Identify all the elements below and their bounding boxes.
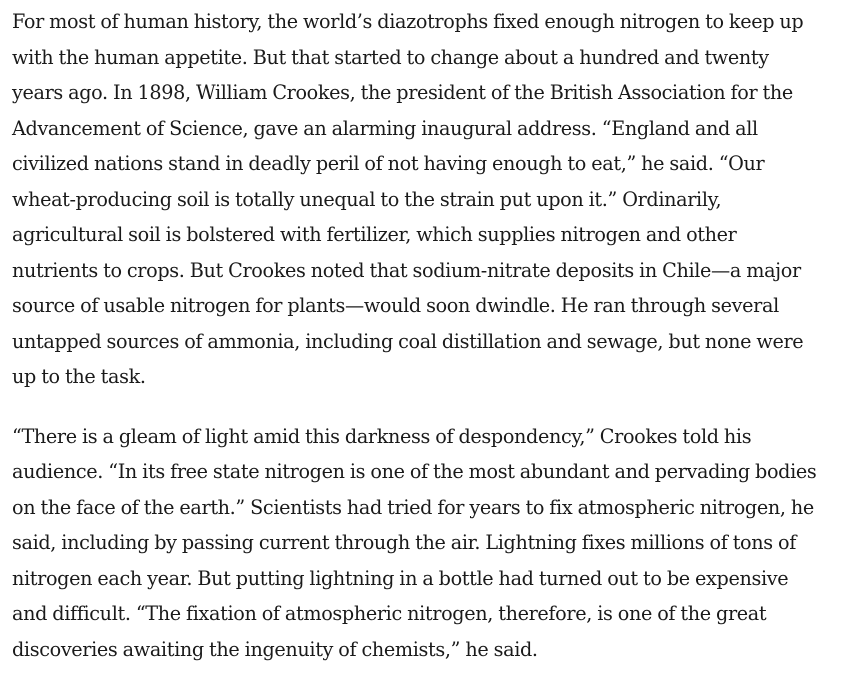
text-line: audience. “In its free state nitrogen is one of the most abundant and pervading bodies [12,460,817,483]
paragraph-2 [12,419,837,668]
text-line: nutrients to crops. But Crookes noted that sodium-nitrate deposits in Chile—a major [12,258,801,282]
text-line: wheat-producing soil is totally unequal to the strain put upon it.” Ordinarily, [12,187,722,211]
text-line: said, including by passing current through the air. Lightning fixes millions of tons of [12,531,796,554]
paragraph-1 [12,4,837,395]
text-line: on the face of the earth.” Scientists had tried for years to fix atmospheric nitrogen, he [12,495,814,519]
text-line: up to the task. [12,365,146,388]
text-line: discoveries awaiting the ingenuity of chemists,” he said. [12,637,538,661]
text-line: and difficult. “The fixation of atmospheric nitrogen, therefore, is one of the great [12,602,767,625]
text-line: nitrogen each year. But putting lightning in a bottle had turned out to be expensive [12,566,789,590]
text-line: untapped sources of ammonia, including coal distillation and sewage, but none were [12,329,804,353]
text-line: Advancement of Science, gave an alarming inaugural address. “England and all [12,116,758,140]
text-line: “There is a gleam of light amid this darkness of despondency,” Crookes told his [12,424,752,448]
text-line: with the human appetite. But that started to change about a hundred and twenty [12,45,769,69]
text-line: source of usable nitrogen for plants—would soon dwindle. He ran through several [12,294,779,317]
article-body [12,4,837,667]
text-line: civilized nations stand in deadly peril of not having enough to eat,” he said. “Our [12,152,765,175]
text-line: For most of human history, the world’s diazotrophs fixed enough nitrogen to keep up [12,10,804,33]
text-line: agricultural soil is bolstered with fertilizer, which supplies nitrogen and other [12,223,737,246]
text-line: years ago. In 1898, William Crookes, the president of the British Association for the [12,81,793,104]
